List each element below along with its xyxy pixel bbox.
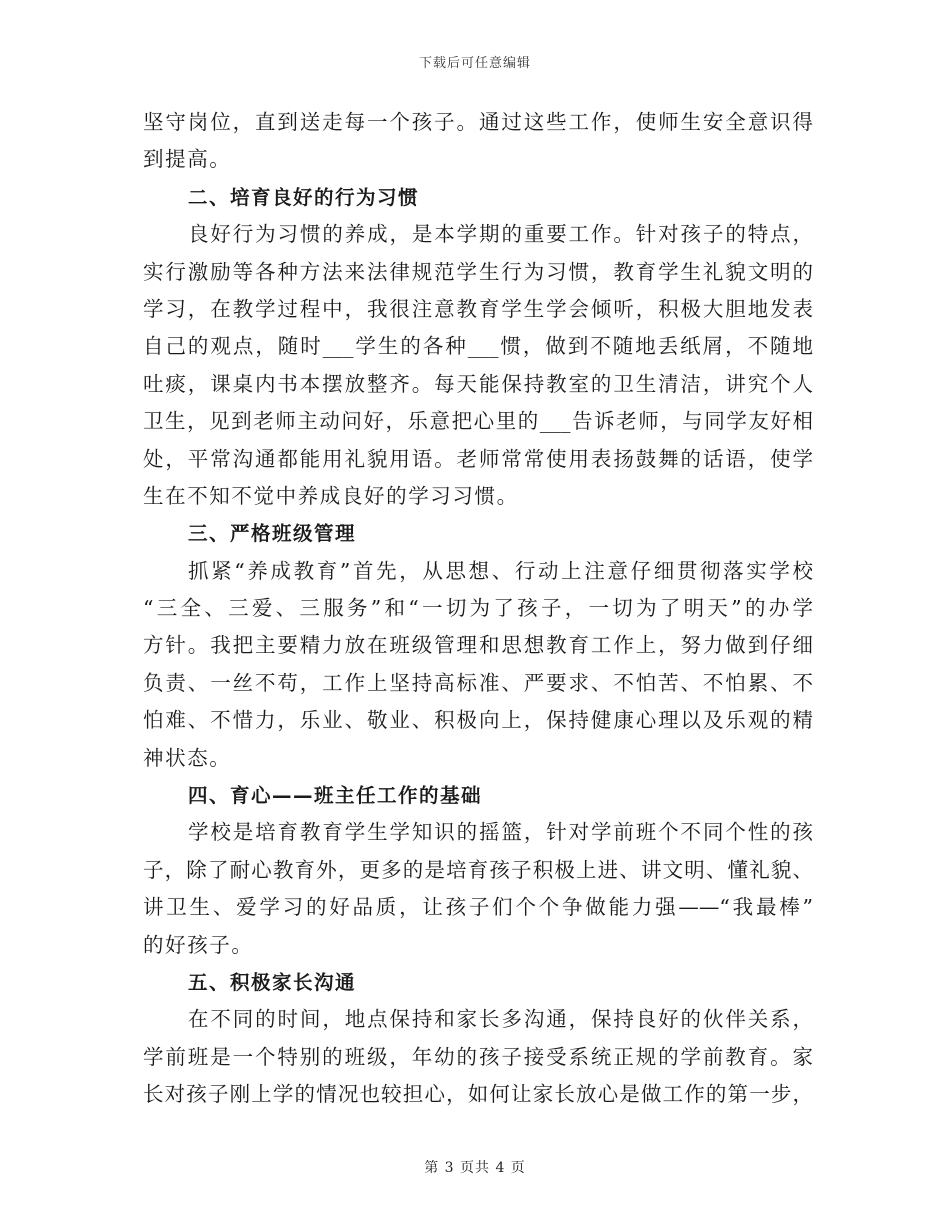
body-line: 方针。我把主要精力放在班级管理和思想教育工作上，努力做到仔细 xyxy=(143,633,813,658)
page-header: 下载后可任意编辑 xyxy=(418,56,531,71)
body-line: 卫生，见到老师主动问好，乐意把心里的___告诉老师，与同学友好相 xyxy=(143,409,813,434)
body-line: 实行激励等各种方法来法律规范学生行为习惯，教育学生礼貌文明的 xyxy=(143,259,813,284)
body-line: 吐痰，课桌内书本摆放整齐。每天能保持教室的卫生清洁，讲究个人 xyxy=(143,371,813,396)
body-line: 的好孩子。 xyxy=(143,932,254,957)
body-line: 神状态。 xyxy=(143,745,232,770)
body-line: 讲卫生、爱学习的好品质，让孩子们个个争做能力强——“我最棒” xyxy=(143,895,813,920)
section-heading: 二、培育良好的行为习惯 xyxy=(188,185,420,209)
section-heading: 三、严格班级管理 xyxy=(188,522,357,546)
document-body xyxy=(143,104,813,1114)
body-line: 负责、一丝不苟，工作上坚持高标准、严要求、不怕苦、不怕累、不 xyxy=(143,670,813,695)
body-line: 抓紧“养成教育”首先，从思想、行动上注意仔细贯彻落实学校 xyxy=(188,558,813,583)
body-line: 处，平常沟通都能用礼貌用语。老师常常使用表扬鼓舞的话语，使学 xyxy=(143,446,813,471)
body-line: 怕难、不惜力，乐业、敬业、积极向上，保持健康心理以及乐观的精 xyxy=(143,708,813,733)
body-line: 学前班是一个特别的班级，年幼的孩子接受系统正规的学前教育。家 xyxy=(143,1044,813,1069)
page-footer: 第 3 页共 4 页 xyxy=(424,1160,526,1176)
body-line: 学习，在教学过程中，我很注意教育学生学会倾听，积极大胆地发表 xyxy=(143,296,813,321)
section-heading: 五、积极家长沟通 xyxy=(188,970,357,994)
body-line: 自己的观点，随时___学生的各种___惯，做到不随地丢纸屑，不随地 xyxy=(143,334,813,359)
body-line: “三全、三爱、三服务”和“一切为了孩子，一切为了明天”的办学 xyxy=(143,596,813,621)
body-line: 生在不知不觉中养成良好的学习习惯。 xyxy=(143,483,519,508)
section-heading: 四、育心——班主任工作的基础 xyxy=(188,784,483,808)
body-line: 长对孩子刚上学的情况也较担心，如何让家长放心是做工作的第一步， xyxy=(143,1082,813,1107)
body-line: 在不同的时间，地点保持和家长多沟通，保持良好的伙伴关系， xyxy=(188,1007,813,1032)
body-line: 坚守岗位，直到送走每一个孩子。通过这些工作，使师生安全意识得 xyxy=(143,110,813,134)
body-line: 良好行为习惯的养成，是本学期的重要工作。针对孩子的特点， xyxy=(188,222,813,247)
body-line: 子，除了耐心教育外，更多的是培育孩子积极上进、讲文明、懂礼貌、 xyxy=(143,857,813,882)
body-line: 学校是培育教育学生学知识的摇篮，针对学前班个不同个性的孩 xyxy=(188,820,813,845)
body-line: 到提高。 xyxy=(143,147,232,172)
